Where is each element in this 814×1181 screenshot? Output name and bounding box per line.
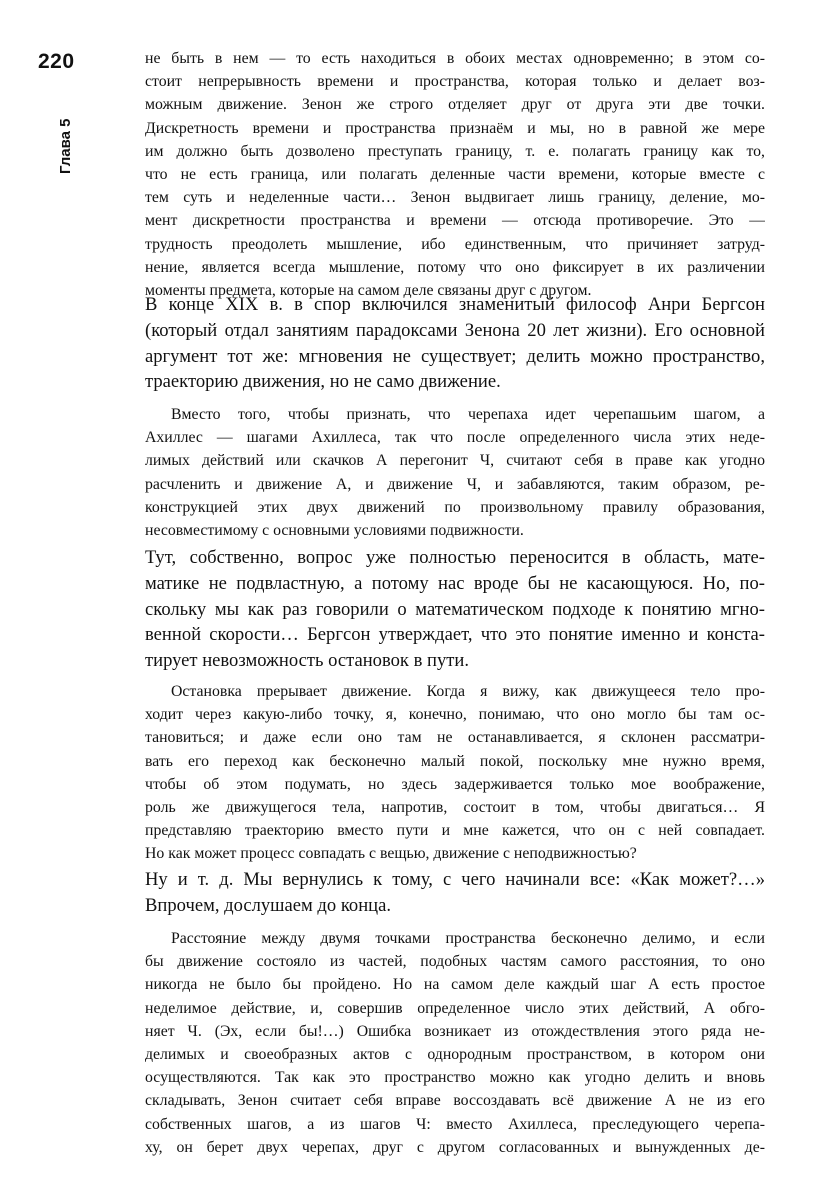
- text-line: няет Ч. (Эх, если бы!…) Ошибка возникает из отождествления этого ряда не-: [145, 1022, 765, 1040]
- text-line: складывать, Зенон считает себя вправе воссоздавать всё движение А не из его: [145, 1092, 765, 1110]
- text-line: Ахиллес — шагами Ахиллеса, так что после определенного числа этих неде-: [145, 429, 765, 447]
- text-line: бы движение состояло из частей, подобных частям самого расстояния, то оно: [145, 953, 765, 971]
- text-line: неделимое действие, и, совершив определенное число этих действий, А обго-: [145, 999, 765, 1017]
- text-line: делимых и своеобразных актов с однородным пространством, в котором они: [145, 1046, 765, 1064]
- text-line: тирует невозможность остановок в пути.: [145, 650, 470, 672]
- text-line: нение, является всегда мышление, потому что оно фиксирует в их различении: [145, 258, 765, 276]
- text-line: Дискретность времени и пространства признаём и мы, но в равной же мере: [145, 119, 765, 137]
- quote-paragraph: [145, 927, 765, 1159]
- text-line: несовместимому с основными условиями подвижности.: [145, 522, 524, 540]
- text-line: Остановка прерывает движение. Когда я вижу, как движущееся тело про-: [171, 683, 765, 700]
- main-paragraph: [145, 867, 765, 919]
- text-line: можным движение. Зенон же строго отделяет друг от друга эти две точки.: [145, 96, 765, 114]
- text-line: трудность преодолеть мышление, ибо единственным, что причиняет затруд-: [145, 235, 765, 253]
- text-line: роль же движущегося тела, напротив, состоит в том, чтобы двигаться… Я: [145, 799, 765, 817]
- text-line: Но как может процесс совпадать с вещью, движение с неподвижностью?: [145, 845, 637, 863]
- text-line: мент дискретности пространства и времени — отсюда противоречие. Это —: [145, 212, 765, 230]
- text-line: никогда не было бы пройдено. Но на самом деле каждый шаг А есть простое: [145, 976, 765, 994]
- text-line: не быть в нем — то есть находиться в обоих местах одновременно; в этом со-: [145, 50, 765, 67]
- text-line: осуществляются. Так как это пространство можно как угодно делить и вновь: [145, 1069, 765, 1087]
- quote-paragraph: [145, 403, 765, 542]
- text-line: скольку мы как раз говорили о математическом подходе к понятию мгно-: [145, 598, 765, 620]
- text-line: собственных шагов, а из шагов Ч: вместо Ахиллеса, преследующего черепа-: [145, 1115, 765, 1133]
- text-line: вать его переход как бесконечно малый покой, поскольку мне нужно время,: [145, 752, 765, 770]
- text-line: (который отдал занятиям парадоксами Зенона 20 лет жизни). Его основной: [145, 319, 765, 341]
- page-number: 220: [38, 50, 75, 73]
- text-line: Впрочем, дослушаем до конца.: [145, 894, 392, 916]
- text-line: что не есть граница, или полагать деленные части времени, которые вместе с: [145, 166, 765, 184]
- text-line: аргумент тот же: мгновения не существует; делить можно пространство,: [145, 345, 765, 367]
- text-line: моменты предмета, которые на самом деле связаны друг с другом.: [145, 282, 592, 300]
- text-line: стоит непрерывность времени и пространства, которая только и делает воз-: [145, 73, 765, 91]
- text-line: Вместо того, чтобы признать, что черепаха идет черепашьим шагом, а: [171, 406, 765, 423]
- quote-paragraph: [145, 680, 765, 866]
- main-paragraph: [145, 545, 765, 674]
- text-line: Тут, собственно, вопрос уже полностью переносится в область, мате-: [145, 547, 765, 568]
- text-line: В конце XIX в. в спор включился знаменитый философ Анри Бергсон: [145, 294, 765, 315]
- text-line: ходит через какую-либо точку, я, конечно, понимаю, что оно могло бы там ос-: [145, 706, 765, 724]
- chapter-label: Глава 5: [57, 118, 74, 174]
- text-line: тем суть и неделенные части… Зенон выдвигает лишь границу, деление, мо-: [145, 189, 765, 207]
- text-line: траекторию движения, но не само движение.: [145, 371, 501, 393]
- text-line: представляю траекторию вместо пути и мне кажется, что он с ней совпадает.: [145, 822, 765, 840]
- main-paragraph: [145, 292, 765, 395]
- text-line: конструкцией этих двух движений по произвольному правилу образования,: [145, 498, 765, 516]
- text-line: Расстояние между двумя точками пространства бесконечно делимо, и если: [171, 930, 765, 947]
- text-line: лимых действий или скачков А перегонит Ч, считают себя в праве как угодно: [145, 452, 765, 470]
- text-line: тановиться; и даже если оно там не останавливается, я склонен рассматри-: [145, 729, 765, 747]
- text-line: ху, он берет двух черепах, друг с другом согласованных и вынужденных де-: [145, 1138, 765, 1156]
- quote-paragraph: [145, 47, 765, 302]
- text-line: расчленить и движение А, и движение Ч, и забавляются, таким образом, ре-: [145, 475, 765, 493]
- text-line: матике не подвластную, а потому нас вроде бы не касающуюся. Но, по-: [145, 572, 765, 594]
- text-line: Ну и т. д. Мы вернулись к тому, с чего начинали все: «Как может?…»: [145, 869, 765, 890]
- text-line: им должно быть дозволено преступать границу, т. е. полагать границу как то,: [145, 142, 765, 160]
- text-line: венной скорости… Бергсон утверждает, что это понятие именно и конста-: [145, 624, 765, 646]
- text-line: чтобы об этом подумать, но здесь задерживается только мое воображение,: [145, 775, 765, 793]
